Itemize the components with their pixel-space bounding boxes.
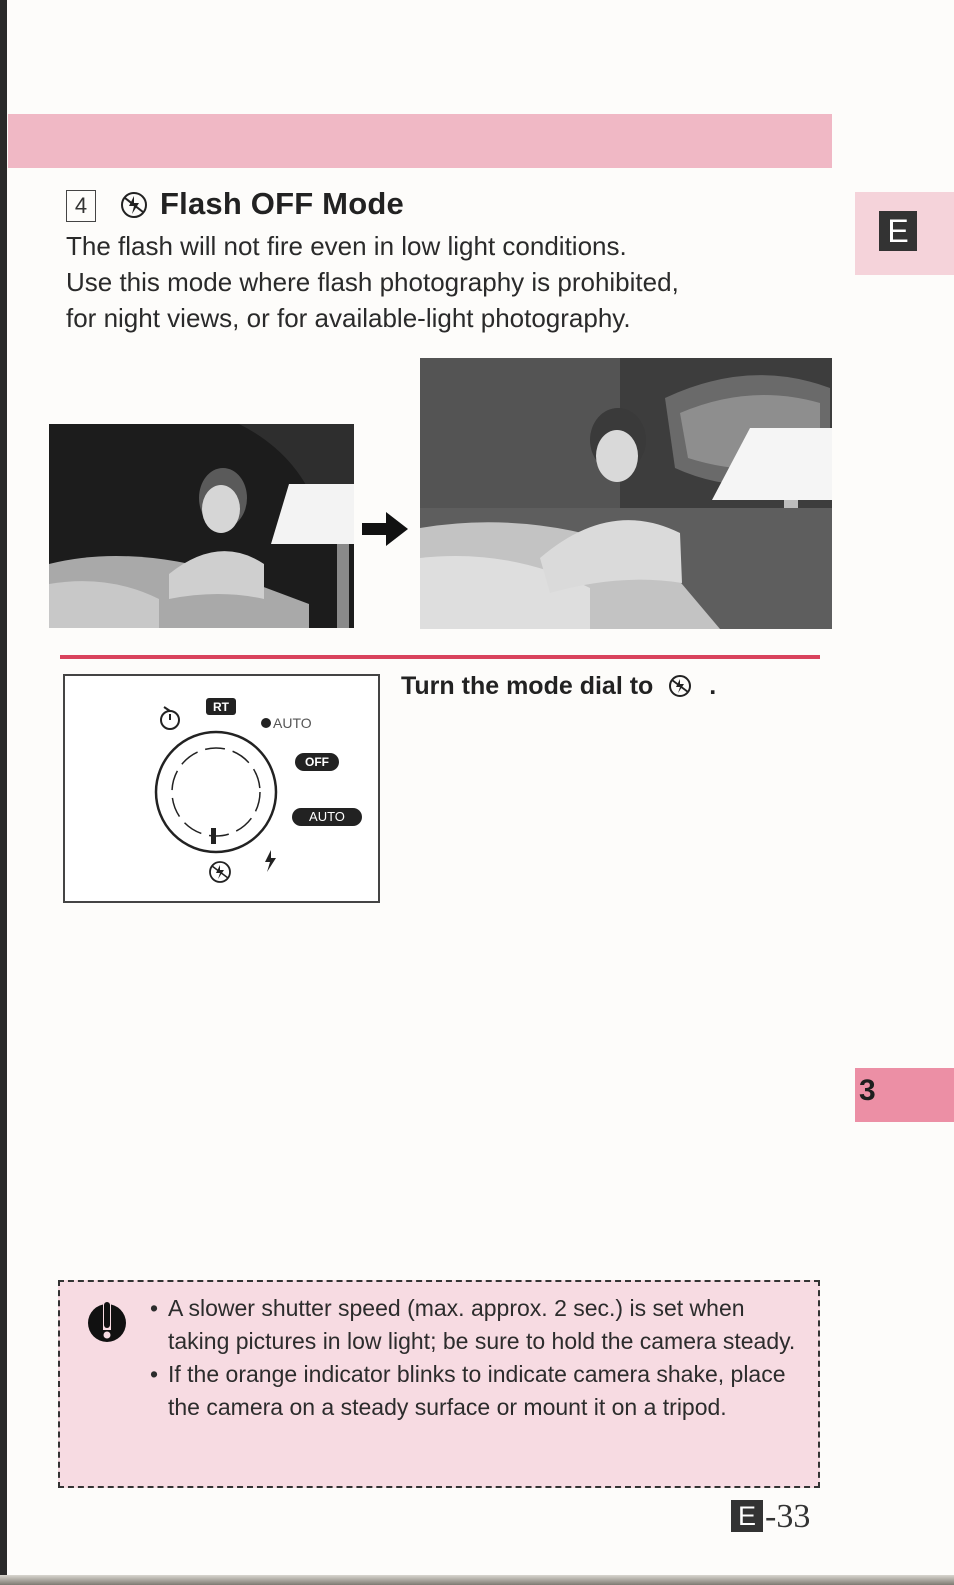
page-number bbox=[731, 1498, 810, 1538]
dial-label-auto-eye: AUTO bbox=[273, 715, 312, 731]
chapter-tab bbox=[855, 1068, 954, 1122]
intro-paragraph bbox=[66, 228, 826, 336]
flash-off-icon bbox=[668, 674, 692, 698]
page-number-value: -33 bbox=[765, 1498, 811, 1535]
self-timer-icon bbox=[161, 707, 179, 729]
intro-line: The flash will not fire even in low light conditions. bbox=[66, 231, 627, 261]
flash-off-icon bbox=[119, 190, 149, 220]
flash-icon bbox=[265, 850, 276, 872]
page-bottom-edge bbox=[0, 1575, 954, 1585]
photo-available-light-portrait bbox=[420, 358, 832, 629]
section-divider bbox=[60, 655, 820, 659]
chapter-tab-number: 3 bbox=[859, 1074, 876, 1107]
header-band bbox=[8, 114, 832, 168]
caution-bullet: • If the orange indicator blinks to indicate camera shake, place the camera on a steady surface or mount it on a tripod. bbox=[150, 1358, 810, 1424]
caution-list bbox=[150, 1292, 810, 1424]
caution-icon bbox=[86, 1298, 128, 1344]
intro-line: for night views, or for available-light photography. bbox=[66, 303, 631, 333]
flash-off-icon bbox=[210, 862, 230, 882]
language-tab-letter: E bbox=[879, 211, 917, 251]
page-binding-edge bbox=[0, 0, 7, 1585]
dial-label-off: OFF bbox=[305, 755, 329, 769]
page-number-letter: E bbox=[731, 1500, 763, 1532]
step-number: 4 bbox=[66, 190, 96, 222]
caution-bullet: • A slower shutter speed (max. approx. 2 sec.) is set when taking pictures in low light; be sure to hold the camera steady. bbox=[150, 1292, 810, 1358]
right-arrow-icon bbox=[362, 512, 408, 546]
instruction-line bbox=[401, 672, 716, 701]
caution-notice bbox=[58, 1280, 820, 1488]
dial-label-auto: AUTO bbox=[309, 809, 345, 824]
language-tab bbox=[855, 192, 954, 275]
mode-dial-illustration bbox=[63, 674, 380, 903]
red-eye-icon bbox=[261, 718, 271, 728]
intro-line: Use this mode where flash photography is prohibited, bbox=[66, 267, 679, 297]
instruction-period: . bbox=[709, 672, 717, 700]
dial-label-rt: RT bbox=[213, 700, 229, 714]
instruction-text: Turn the mode dial to bbox=[401, 672, 654, 700]
photo-dim-portrait bbox=[49, 424, 354, 628]
section-title: Flash OFF Mode bbox=[160, 186, 404, 221]
